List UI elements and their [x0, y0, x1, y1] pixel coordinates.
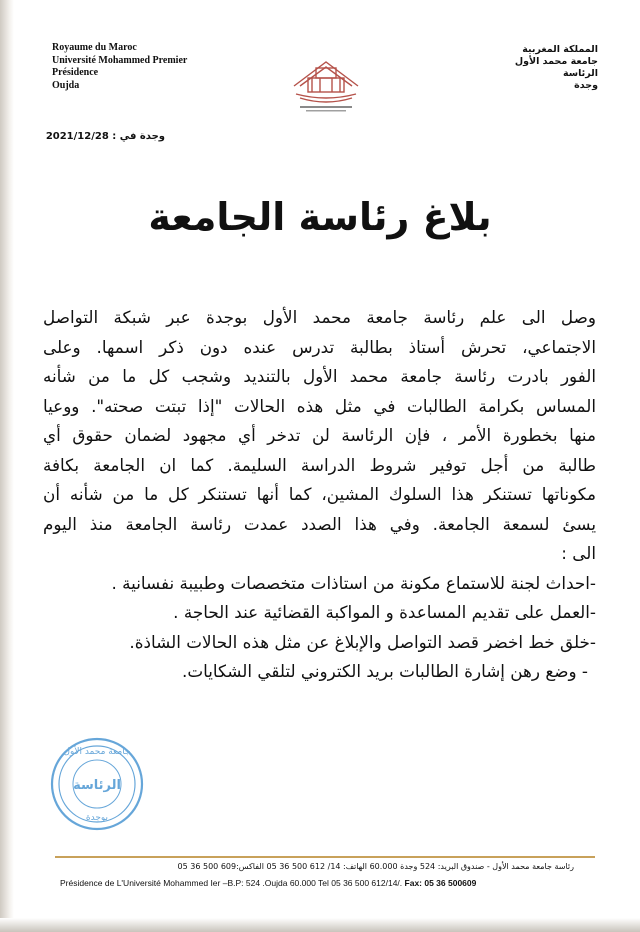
header-french: [52, 42, 232, 92]
footer-french: [60, 878, 580, 888]
body-line: الفور بادرت رئاسة جامعة محمد الأول بالتنديد وشجب كل ما من شأنه: [43, 366, 596, 386]
footer-arabic: رئاسة جامعة محمد الأول - صندوق البريد: 524 وجدة 60.000 الهاتف: 14/ 612 500 36 05 الفاكس:609 500 36 05: [177, 862, 574, 871]
header-fr-line-3: Présidence: [52, 67, 99, 78]
announcement-body: [43, 303, 596, 687]
stamp-center-text: الرئاسة: [73, 778, 121, 793]
measure-item: -العمل على تقديم المساعدة و المواكبة القضائية عند الحاجة .: [173, 602, 596, 622]
document-date: وجدة في : 2021/12/28: [45, 131, 165, 142]
body-line: وصل الى علم رئاسة جامعة محمد الأول بوجدة عبر شبكة التواصل: [43, 307, 596, 327]
header-arabic: [438, 44, 598, 92]
body-line: المساس بكرامة الطالبات في مثل هذه الحالات "إذا تبتت صحته". ووعيا: [43, 395, 596, 416]
measure-item: -خلق خط اخضر قصد التواصل والإبلاغ عن مثل هذه الحالات الشاذة.: [129, 631, 596, 652]
measure-item: - وضع رهن إشارة الطالبات بريد الكتروني لتلقي الشكايات.: [181, 661, 588, 681]
header-fr-line-2: Université Mohammed Premier: [52, 54, 188, 66]
body-line: الى :: [561, 543, 596, 563]
body-line: يسئ لسمعة الجامعة. وفي هذا الصدد عمدت رئاسة الجامعة منذ اليوم: [43, 513, 596, 534]
footer-fax: Fax: 05 36 500609: [404, 878, 477, 888]
scan-shadow-left: [0, 0, 14, 932]
presidency-stamp: [48, 714, 146, 844]
university-logo: [286, 44, 366, 114]
header-ar-line-3: الرئاسة: [563, 68, 598, 79]
header-ar-line-4: وجدة: [574, 80, 598, 91]
document-title: بلاغ رئاسة الجامعة: [148, 195, 492, 239]
header-fr-line-4: Oujda: [52, 79, 80, 91]
footer-french-address: Présidence de L'Université Mohammed Ier –B.P: 524 .Oujda 60.000 Tel 05 36 500 612/14/.: [60, 878, 403, 888]
scan-shadow-bottom: [0, 918, 640, 932]
footer-divider: [55, 856, 595, 858]
stamp-bottom-text: بوجدة: [85, 813, 109, 823]
body-line: مكوناتها تستنكر هذا السلوك المشين، كما أنها تستنكر كل ما من شأنه أن: [43, 484, 596, 504]
body-line: الاجتماعي، تحرش أستاذ بطالبة تدرس عنده دون ذكر اسمها. وعلى: [43, 336, 596, 357]
stamp-top-text: جامعة محمد الأول: [63, 747, 131, 757]
measure-item: -احداث لجنة للاستماع مكونة من استاذات متخصصات وطبيبة نفسانية .: [111, 572, 596, 593]
body-line: منها بخطورة الأمر ، فإن الرئاسة لن تدخر أي مجهود لضمان حقوق أي: [43, 425, 596, 445]
header-ar-line-1: المملكة المغربية: [522, 44, 598, 55]
header-fr-line-1: Royaume du Maroc: [52, 42, 137, 53]
header-ar-line-2: جامعة محمد الأول: [514, 56, 598, 67]
body-line: طالبة من أجل توفير شروط الدراسة السليمة. كما ان الجامعة بكافة: [43, 454, 596, 475]
